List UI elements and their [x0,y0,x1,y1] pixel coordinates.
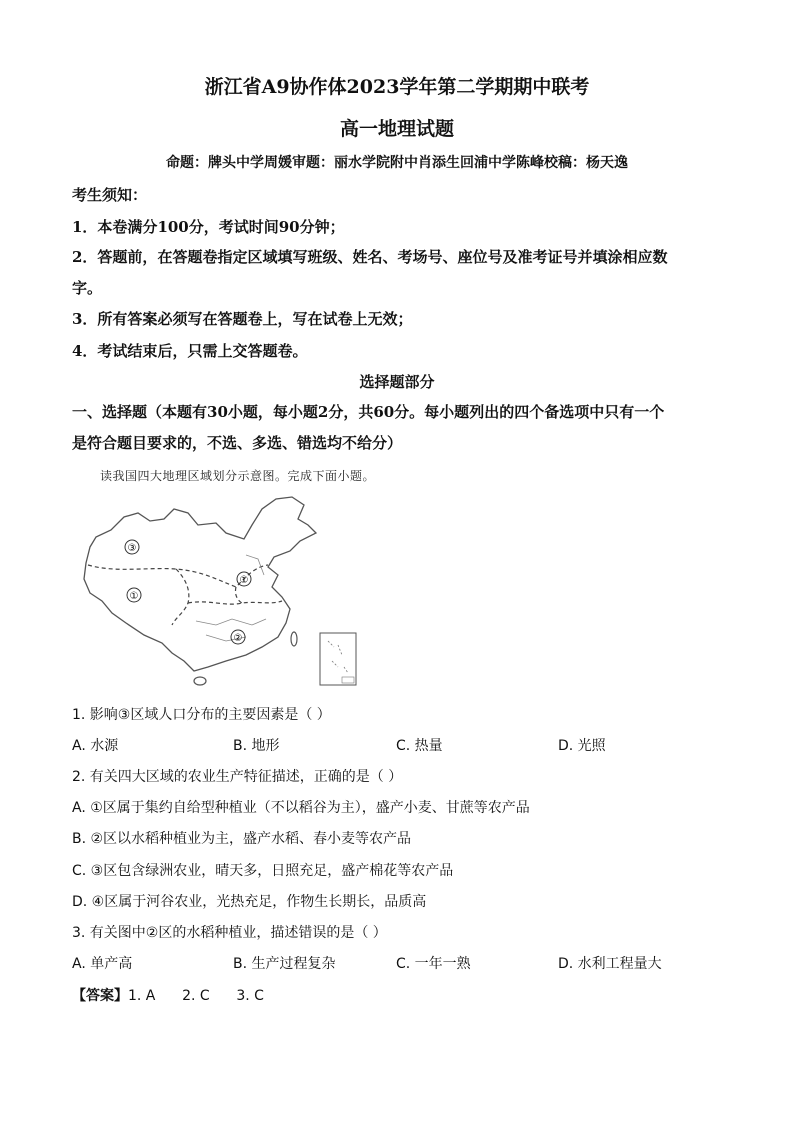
instruction-item: 3．所有答案必须写在答题卷上，写在试卷上无效； [72,310,413,328]
boundary-line [188,601,282,604]
hainan-island [194,677,206,685]
exam-title: 浙江省A9协作体2023学年第二学期期中联考 [204,76,590,98]
region-label-2: ② [233,633,243,644]
question-1-option-b: B. 地形 [233,738,280,754]
region-label-1: ① [239,575,249,586]
exam-subtitle: 高一地理试题 [339,118,454,140]
instructions-heading: 考生须知： [72,186,148,204]
taiwan-island [291,632,297,646]
instruction-item: 4．考试结束后，只需上交答题卷。 [72,342,308,360]
question-3-option-c: C. 一年一熟 [396,956,471,972]
question-1-option-d: D. 光照 [558,738,606,754]
section-heading-line2: 是符合题目要求的，不选、多选、错选均不给分） [72,434,403,452]
china-regions-map [76,495,366,695]
province-line [246,555,264,575]
section-heading-line1: 一、选择题（本题有30小题，每小题2分，共60分。每小题列出的四个备选项中只有一个 [72,403,665,421]
question-3-option-d: D. 水利工程量大 [558,956,662,972]
exam-credits: 命题：牌头中学周媛审题：丽水学院附中肖添生回浦中学陈峰校稿：杨天逸 [166,155,628,171]
section-label: 选择题部分 [359,373,435,391]
boundary-line [235,587,242,603]
boundary-line [172,569,189,625]
instruction-item: 1．本卷满分100分，考试时间90分钟； [72,218,345,236]
question-3-option-b: B. 生产过程复杂 [233,956,336,972]
question-2-option-b: B. ②区以水稻种植业为主，盛产水稻、春小麦等农产品 [72,831,412,847]
instruction-item: 2．答题前，在答题卷指定区域填写班级、姓名、考场号、座位号及准考证号并填涂相应数 [72,248,668,266]
region-label-1-west: ① [129,591,139,602]
question-1-option-a: A. 水源 [72,738,119,754]
question-3-stem: 3. 有关图中②区的水稻种植业，描述错误的是（ ） [72,925,387,941]
instruction-item: 字。 [72,279,103,297]
country-outline [84,497,316,671]
province-line [196,619,266,625]
question-1-stem: 1. 影响③区域人口分布的主要因素是（ ） [72,707,331,723]
question-3-option-a: A. 单产高 [72,956,133,972]
answer-text: 1. A 2. C 3. C [128,988,264,1004]
figure-intro: 读我国四大地理区域划分示意图。完成下面小题。 [100,469,376,483]
question-2-option-c: C. ③区包含绿洲农业，晴天多，日照充足，盛产棉花等农产品 [72,863,454,879]
question-2-stem: 2. 有关四大区域的农业生产特征描述，正确的是（ ） [72,769,403,785]
question-1-option-c: C. 热量 [396,738,443,754]
answer-label: 【答案】 [72,988,128,1004]
question-2-option-d: D. ④区属于河谷农业，光热充足，作物生长期长，品质高 [72,894,427,910]
question-2-option-a: A. ①区属于集约自给型种植业（不以稻谷为主），盛产小麦、甘蔗等农产品 [72,800,530,816]
region-label-3: ③ [127,543,137,554]
answer-line [72,985,264,1005]
